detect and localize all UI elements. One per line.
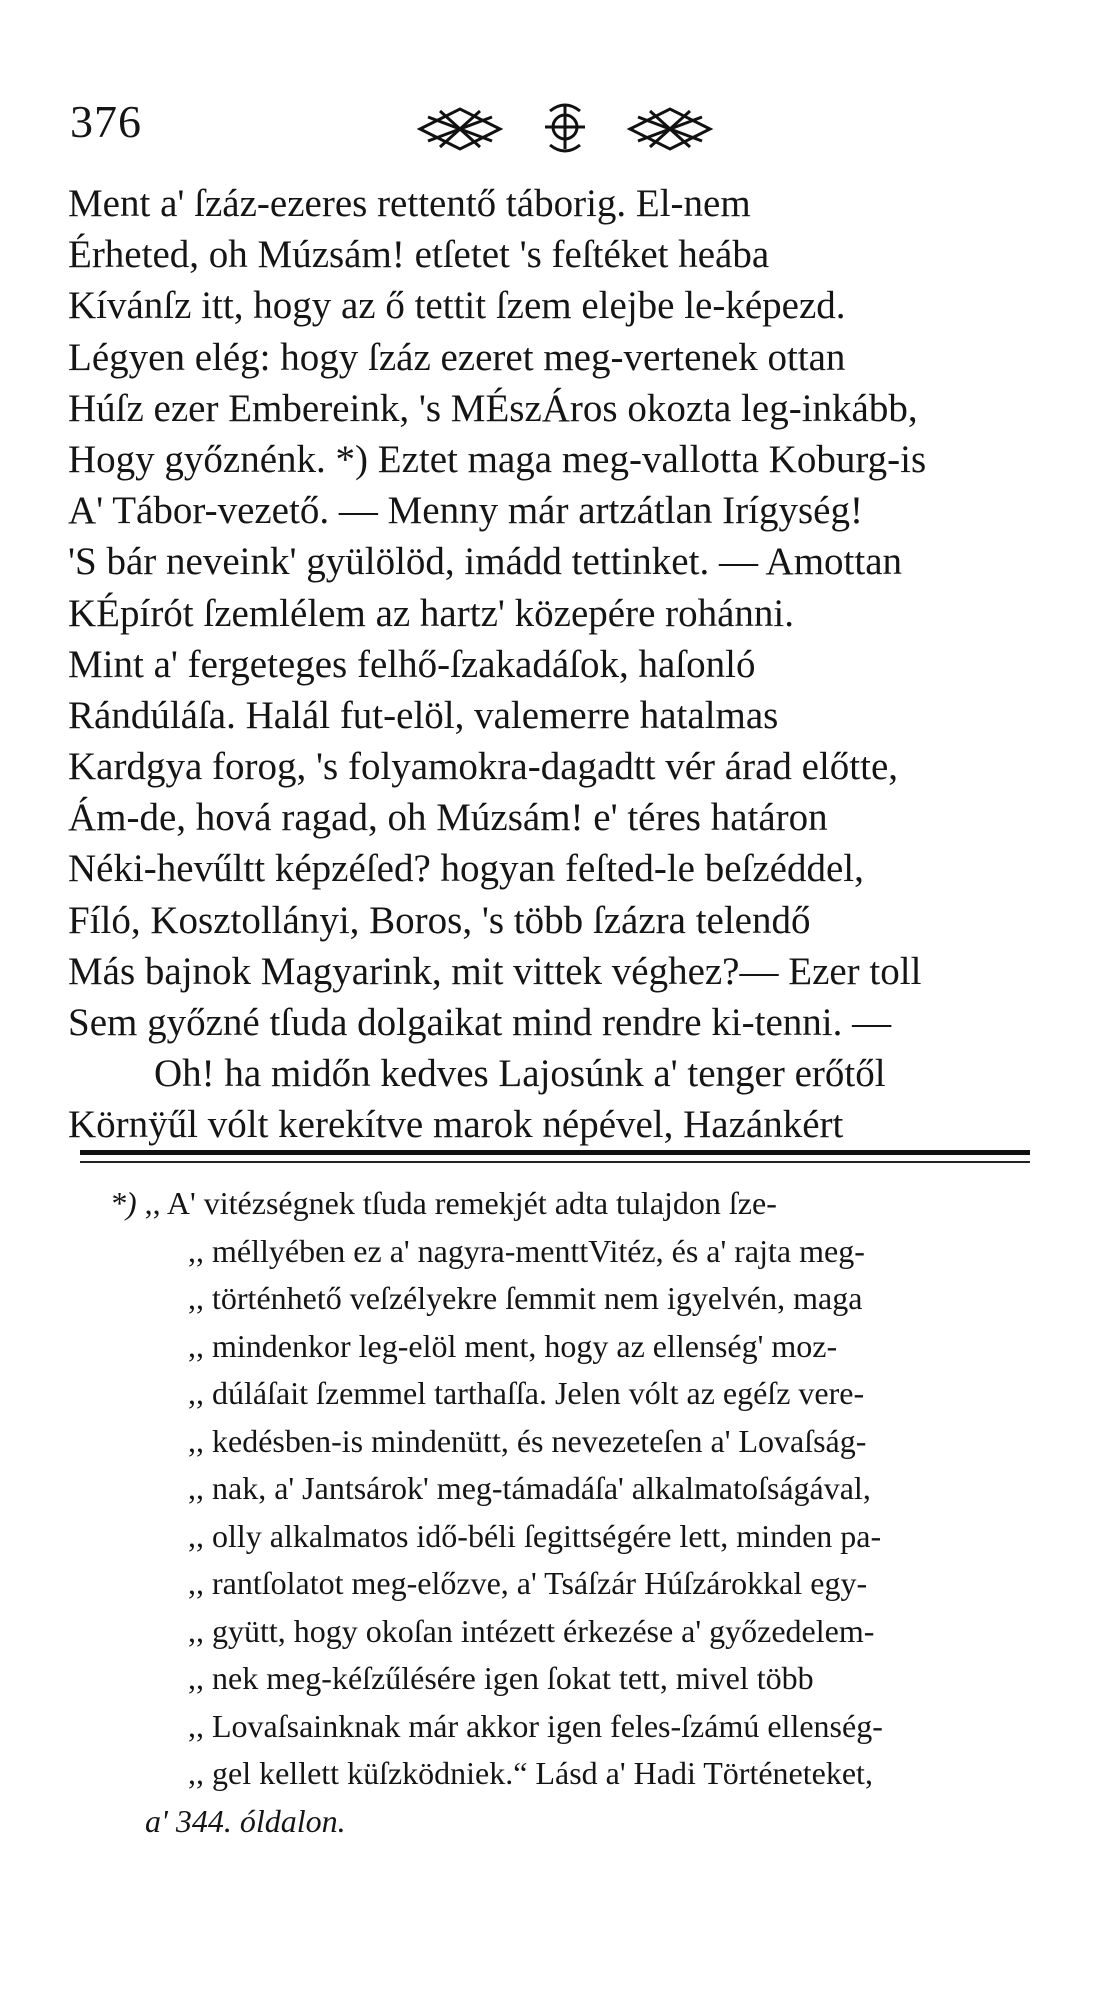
footnote-divider-thin (80, 1161, 1030, 1163)
verse-line: Sem győzné tſuda dolgaikat mind rendre ki-tenni. — (68, 1001, 892, 1044)
verse-line: Más bajnok Magyarink, mit vittek véghez?— Ezer toll (68, 949, 922, 993)
verse-line: Kívánſz itt, hogy az ő tettit ſzem elejbe le-képezd. (68, 284, 846, 328)
verse-line: Húſz ezer Embereink, 's MÉszÁros okozta leg-inkább, (68, 386, 918, 430)
footnote-line: ,, gel kellett küſzködniek.“ Lásd a' Hadi Történeteket, (188, 1755, 873, 1791)
verse-text (68, 178, 1058, 1151)
footnote-line: ,, gyütt, hogy okoſan intézett érkezése a' győzedelem- (188, 1612, 875, 1649)
footnote-line: ,, nak, a' Jantsárok' meg-támadáſa' alkalmatoſságával, (188, 1470, 871, 1506)
footnote-line-text: ,, A' vitézségnek tſuda remekjét adta tulajdon ſze- (144, 1185, 777, 1221)
footnote-line: ,, Lovaſsainknak már akkor igen feles-ſzámú ellenség- (188, 1707, 883, 1744)
footnote-line: ,, dúláſait ſzemmel tarthaſſa. Jelen vólt az egéſz vere- (188, 1375, 865, 1411)
footnote-line: ,, méllyében ez a' nagyra-menttVitéz, és a' rajta meg- (188, 1232, 865, 1269)
footnote-line: ,, mindenkor leg-elöl ment, hogy az ellenség' moz- (188, 1327, 838, 1364)
verse-line: Rándúláſa. Halál fut-elöl, valemerre hatalmas (68, 693, 779, 737)
footnote-line: ,, rantſolatot meg-előzve, a' Tsáſzár Húſzárokkal egy- (188, 1565, 868, 1601)
footnote-line: a' 344. óldalon. (145, 1802, 346, 1839)
verse-line: Néki-hevűltt képzéſed? hogyan feſted-le beſzéddel, (68, 847, 864, 891)
footnote (110, 1180, 1055, 1845)
verse-line: Ment a' ſzáz-ezeres rettentő táborig. El-nem (68, 182, 751, 225)
verse-line: Körnÿűl vólt kerekítve marok népével, Hazánkért (68, 1103, 844, 1147)
footnote-line: ,, nek meg-kéſzűlésére igen ſokat tett, mivel több (188, 1660, 814, 1696)
footnote-line: ,, kedésben-is mindenütt, és nevezeteſen a' Lovaſság- (188, 1422, 867, 1459)
footnote-marker: *) (110, 1185, 137, 1221)
page-number: 376 (70, 96, 142, 147)
verse-line: Fíló, Kosztollányi, Boros, 's több ſzázra telendő (68, 898, 811, 942)
verse-line: Légyen elég: hogy ſzáz ezeret meg-vertenek ottan (68, 335, 846, 379)
verse-line: KÉpírót ſzemlélem az hartz' közepére rohánni. (68, 591, 795, 635)
verse-line: A' Tábor-vezető. — Menny már artzátlan Irígység! (68, 489, 863, 533)
verse-line: Mint a' fergeteges felhő-ſzakadáſok, haſonló (68, 642, 756, 686)
footnote-line (110, 1180, 1055, 1228)
verse-line: Oh! ha midőn kedves Lajosúnk a' tenger erőtől (154, 1052, 886, 1096)
verse-line: Ám-de, hová ragad, oh Múzsám! e' téres határon (68, 796, 828, 840)
page-header (70, 95, 1050, 165)
fleuron-ornament-icon (400, 99, 730, 159)
verse-line: Kardgya forog, 's folyamokra-dagadtt vér árad előtte, (68, 745, 899, 789)
footnote-line: ,, történhető veſzélyekre ſemmit nem igyelvén, maga (188, 1280, 863, 1316)
verse-line: Érheted, oh Múzsám! etſetet 's feſtéket heába (68, 233, 770, 277)
verse-line: 'S bár neveink' gyülölöd, imádd tettinket. — Amottan (68, 540, 903, 584)
footnote-divider (80, 1150, 1030, 1155)
footnote-line: ,, olly alkalmatos idő-béli ſegittségére lett, minden pa- (188, 1517, 882, 1554)
verse-line: Hogy győznénk. *) Eztet maga meg-vallotta Koburg-is (68, 437, 927, 481)
